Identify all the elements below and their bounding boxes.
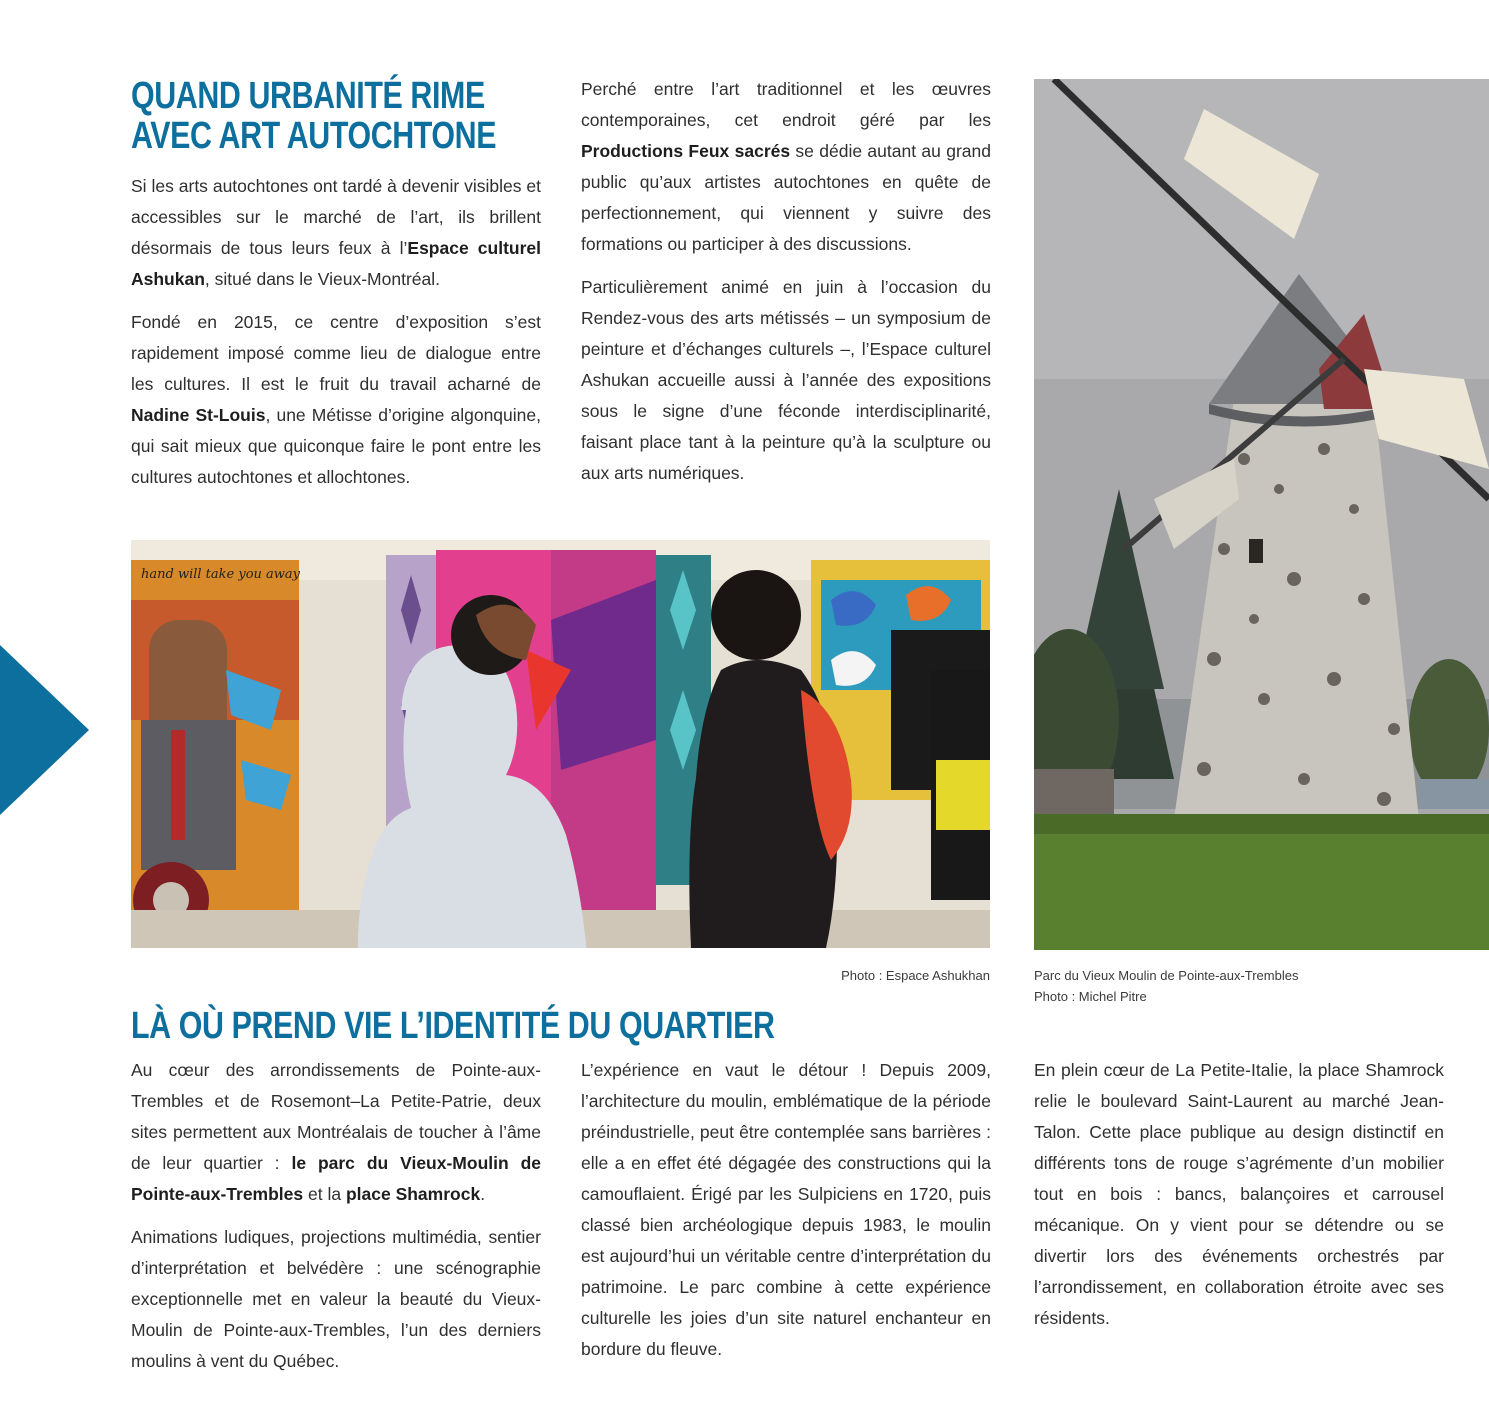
parc-vieux-moulin-name: le parc du Vieux-Moulin de Pointe-aux-Trembles — [131, 1153, 541, 1204]
productions-feux-sacres-name: Productions Feux sacrés — [581, 141, 791, 161]
section1-col1-paragraph-1: Si les arts autochtones ont tardé à devenir visibles et accessibles sur le marché de l’art, ils brillent désormais de tous leurs feux à l’Espace culturel Ashukan, situé dans le Vieux-Montréal. — [131, 176, 541, 289]
chevron-right-icon — [0, 645, 89, 815]
section2-col2-paragraph-1: L’expérience en vaut le détour ! Depuis 2009, l’architecture du moulin, emblématique de la période préindustrielle, peut être contemplée sans barrières : elle a en effet été dégagée des constructions qui la camouflaient. Érigé par les Sulpiciens en 1720, puis classé bien archéologique depuis 1983, le moulin est aujourd’hui un véritable centre d’interprétation du patrimoine. Le parc combine à cette expérience culturelle les joies d’un site naturel enchanteur en bordure du fleuve. — [581, 1060, 991, 1359]
windmill-photo — [1034, 79, 1489, 950]
section1-col2-paragraph-2: Particulièrement animé en juin à l’occasion du Rendez-vous des arts métissés – un symposium de peinture et d’échanges culturels –, l’Espace culturel Ashukan accueille aussi à l’année des expositions sous le signe d’une féconde interdisciplinarité, faisant place tant à la peinture qu’à la sculpture ou aux arts numériques. — [581, 277, 991, 483]
section2-col1-paragraph-2: Animations ludiques, projections multimédia, sentier d’interprétation et belvédère : une scénographie exceptionnelle met en valeur la beauté du Vieux-Moulin de Pointe-aux-Trembles, l’un des derniers moulins à vent du Québec. — [131, 1227, 541, 1371]
nadine-st-louis-name: Nadine St-Louis — [131, 405, 266, 425]
gallery-photo — [131, 540, 990, 948]
espace-ashukan-name: Espace culturel Ashukan — [131, 238, 541, 289]
section1-column-1 — [131, 171, 541, 505]
section1-col2-paragraph-1: Perché entre l’art traditionnel et les œuvres contemporaines, cet endroit géré par les Productions Feux sacrés se dédie autant au grand public qu’aux artistes autochtones en quête de perfectionnement, qui viennent y suivre des formations ou participer à des discussions. — [581, 79, 991, 254]
windmill-photo-caption — [1034, 965, 1454, 1007]
section1-col1-paragraph-2: Fondé en 2015, ce centre d’exposition s’est rapidement imposé comme lieu de dialogue entre les cultures. Il est le fruit du travail acharné de Nadine St-Louis, une Métisse d’origine algonquine, qui sait mieux que quiconque faire le pont entre les cultures autochtones et allochtones. — [131, 312, 541, 487]
gallery-photo-caption: Photo : Espace Ashukhan — [841, 968, 990, 983]
windmill-caption-title: Parc du Vieux Moulin de Pointe-aux-Trembles — [1034, 968, 1299, 983]
windmill-caption-credit: Photo : Michel Pitre — [1034, 989, 1147, 1004]
section2-col1-paragraph-1: Au cœur des arrondissements de Pointe-aux-Trembles et de Rosemont–La Petite-Patrie, deux sites permettent aux Montréalais de toucher à l’âme de leur quartier : le parc du Vieux-Moulin de Pointe-aux-Trembles et la place Shamrock. — [131, 1060, 541, 1204]
place-shamrock-name: place Shamrock — [345, 1184, 481, 1204]
painting-inscription: hand will take you away — [141, 567, 301, 582]
section2-column-1 — [131, 1055, 541, 1389]
section2-title: LÀ OÙ PREND VIE L’IDENTITÉ DU QUARTIER — [131, 1005, 775, 1047]
section2-column-3 — [1034, 1055, 1444, 1346]
section2-column-2 — [581, 1055, 991, 1377]
section1-title — [131, 76, 496, 156]
section1-column-2 — [581, 74, 991, 501]
section2-col3-paragraph-1: En plein cœur de La Petite-Italie, la place Shamrock relie le boulevard Saint-Laurent au marché Jean-Talon. Cette place publique au design distinctif en différents tons de rouge s’agrémente d’un mobilier tout en bois : bancs, balançoires et carrousel mécanique. On y vient pour se détendre ou se divertir lors des événements orchestrés par l’arrondissement, en collaboration étroite avec ses résidents. — [1034, 1060, 1444, 1328]
section1-title-line1: QUAND URBANITÉ RIME — [131, 75, 485, 117]
section1-title-line2: AVEC ART AUTOCHTONE — [131, 115, 497, 157]
